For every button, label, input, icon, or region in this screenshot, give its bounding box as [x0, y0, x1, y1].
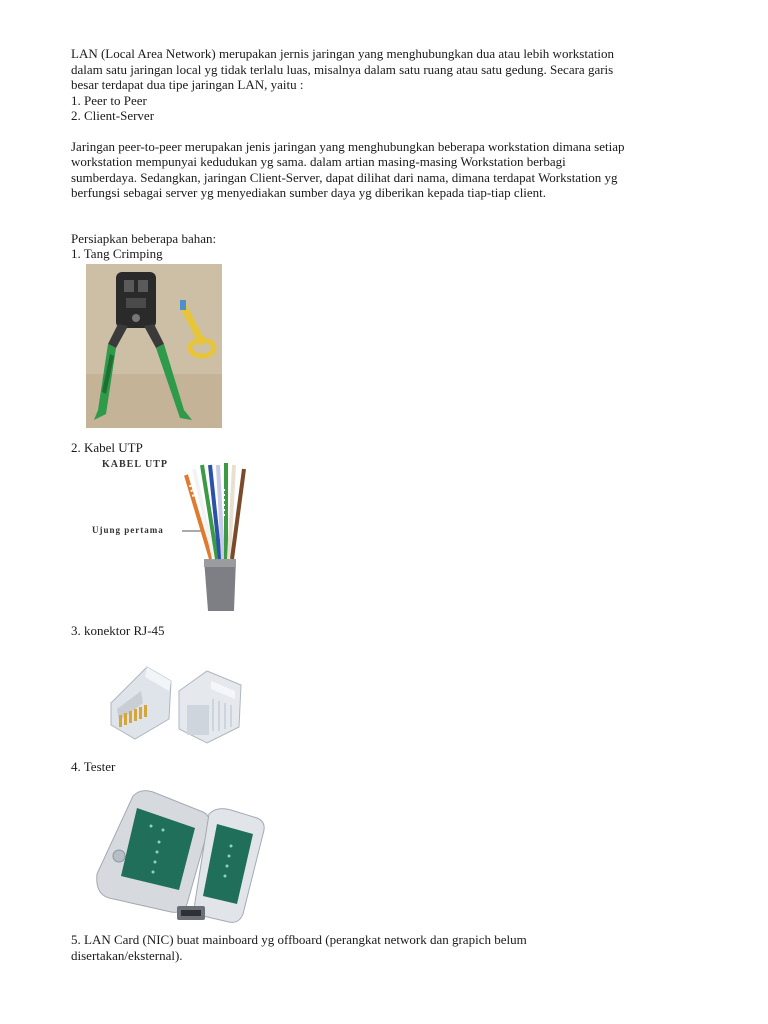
para2-line-3: sumberdaya. Sedangkan, jaringan Client-Server, dapat dilihat dari nama, dimana terdapat Workstation yg: [71, 169, 618, 185]
intro-line-3: besar terdapat dua tipe jaringan LAN, yaitu :: [71, 77, 304, 92]
utp-end-label: Ujung pertama: [92, 525, 164, 535]
materials-heading: Persiapkan beberapa bahan:: [71, 230, 217, 246]
item5-line-1: 5. LAN Card (NIC) buat mainboard yg offboard (perangkat network dan grapich belum: [71, 932, 527, 947]
utp-cable-image: [86, 459, 266, 619]
utp-title-label: KABEL UTP: [102, 459, 168, 470]
document-page: [71, 46, 731, 963]
crimping-tool-image: [86, 264, 222, 428]
item-tester: 4. Tester: [71, 758, 116, 774]
para2-line-2: workstation mempunyai kedudukan yg sama. dalam artian masing-masing Workstation berbagi: [71, 154, 566, 169]
lan-tester-image: [91, 786, 271, 928]
item-utp-cable: 2. Kabel UTP: [71, 439, 143, 455]
intro-line-1: LAN (Local Area Network) merupakan jernis jaringan yang menghubungkan dua atau lebih workstation: [71, 46, 614, 61]
item-rj45-connector: 3. konektor RJ-45: [71, 623, 165, 638]
item5-line-2: disertakan/eksternal).: [71, 947, 183, 963]
lan-type-1: 1. Peer to Peer: [71, 92, 147, 108]
intro-line-2: dalam satu jaringan local yg tidak terlalu luas, misalnya dalam satu ruang atau satu gedung. Secara garis: [71, 61, 614, 77]
lan-type-2: 2. Client-Server: [71, 108, 155, 123]
para2-line-4: berfungsi sebagai server yg menyediakan sumber daya yg diberikan kepada tiap-tiap client.: [71, 185, 547, 200]
rj45-connector-image: [107, 651, 247, 751]
item-crimping-tool: 1. Tang Crimping: [71, 246, 163, 261]
para2-line-1: Jaringan peer-to-peer merupakan jenis jaringan yang menghubungkan beberapa workstation dimana setiap: [71, 138, 625, 154]
